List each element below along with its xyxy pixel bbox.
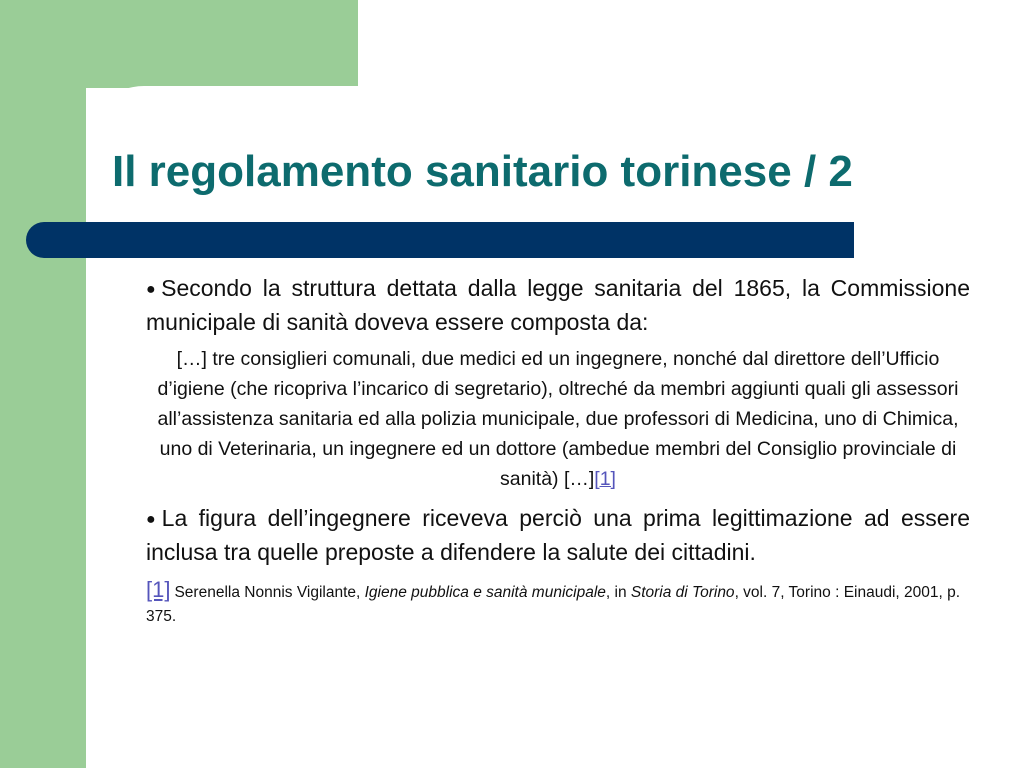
slide-title: Il regolamento sanitario torinese / 2	[112, 147, 853, 196]
bullet-icon: ●	[146, 511, 161, 528]
footnote-author: Serenella Nonnis Vigilante,	[174, 584, 365, 601]
title-divider-bar	[26, 222, 854, 258]
quote-text: […] tre consiglieri comunali, due medici ed un ingegnere, nonché dal direttore dell’Ufficio d’igiene (che ricopriva l’incarico di segretario), oltreché da membri aggiunti quali gli assessori all’assistenza sanitaria ed alla polizia municipale, due professori di Medicina, uno di Chimica, uno di Veterinaria, un ingegnere ed un dottore (ambedue membri del Consiglio provinciale di sanità) […]	[157, 348, 959, 490]
footnote-work-title: Igiene pubblica e sanità municipale	[364, 584, 606, 601]
bullet-paragraph-1	[146, 272, 970, 338]
quote-paragraph	[146, 344, 970, 494]
footnote	[146, 578, 970, 629]
slide-body	[146, 272, 970, 629]
footnote-in: , in	[605, 584, 631, 601]
bullet-text-1: Secondo la struttura dettata dalla legge sanitaria del 1865, la Commissione municipale di sanità doveva essere composta da:	[146, 275, 970, 335]
footnote-details: , vol. 7, Torino : Einaudi, 2001, p. 375.	[146, 584, 961, 625]
bullet-paragraph-2	[146, 502, 970, 568]
block-quote	[146, 344, 970, 494]
footnote-reference-link[interactable]: [1]	[594, 468, 616, 490]
bullet-icon: ●	[146, 281, 161, 298]
footnote-book-title: Storia di Torino	[630, 584, 735, 601]
bullet-text-2: La figura dell’ingegnere riceveva perciò una prima legittimazione ad essere inclusa tra quelle preposte a difendere la salute dei cittadini.	[146, 505, 970, 565]
footnote-marker-link[interactable]: [1]	[146, 577, 171, 602]
green-side-band	[0, 0, 86, 768]
